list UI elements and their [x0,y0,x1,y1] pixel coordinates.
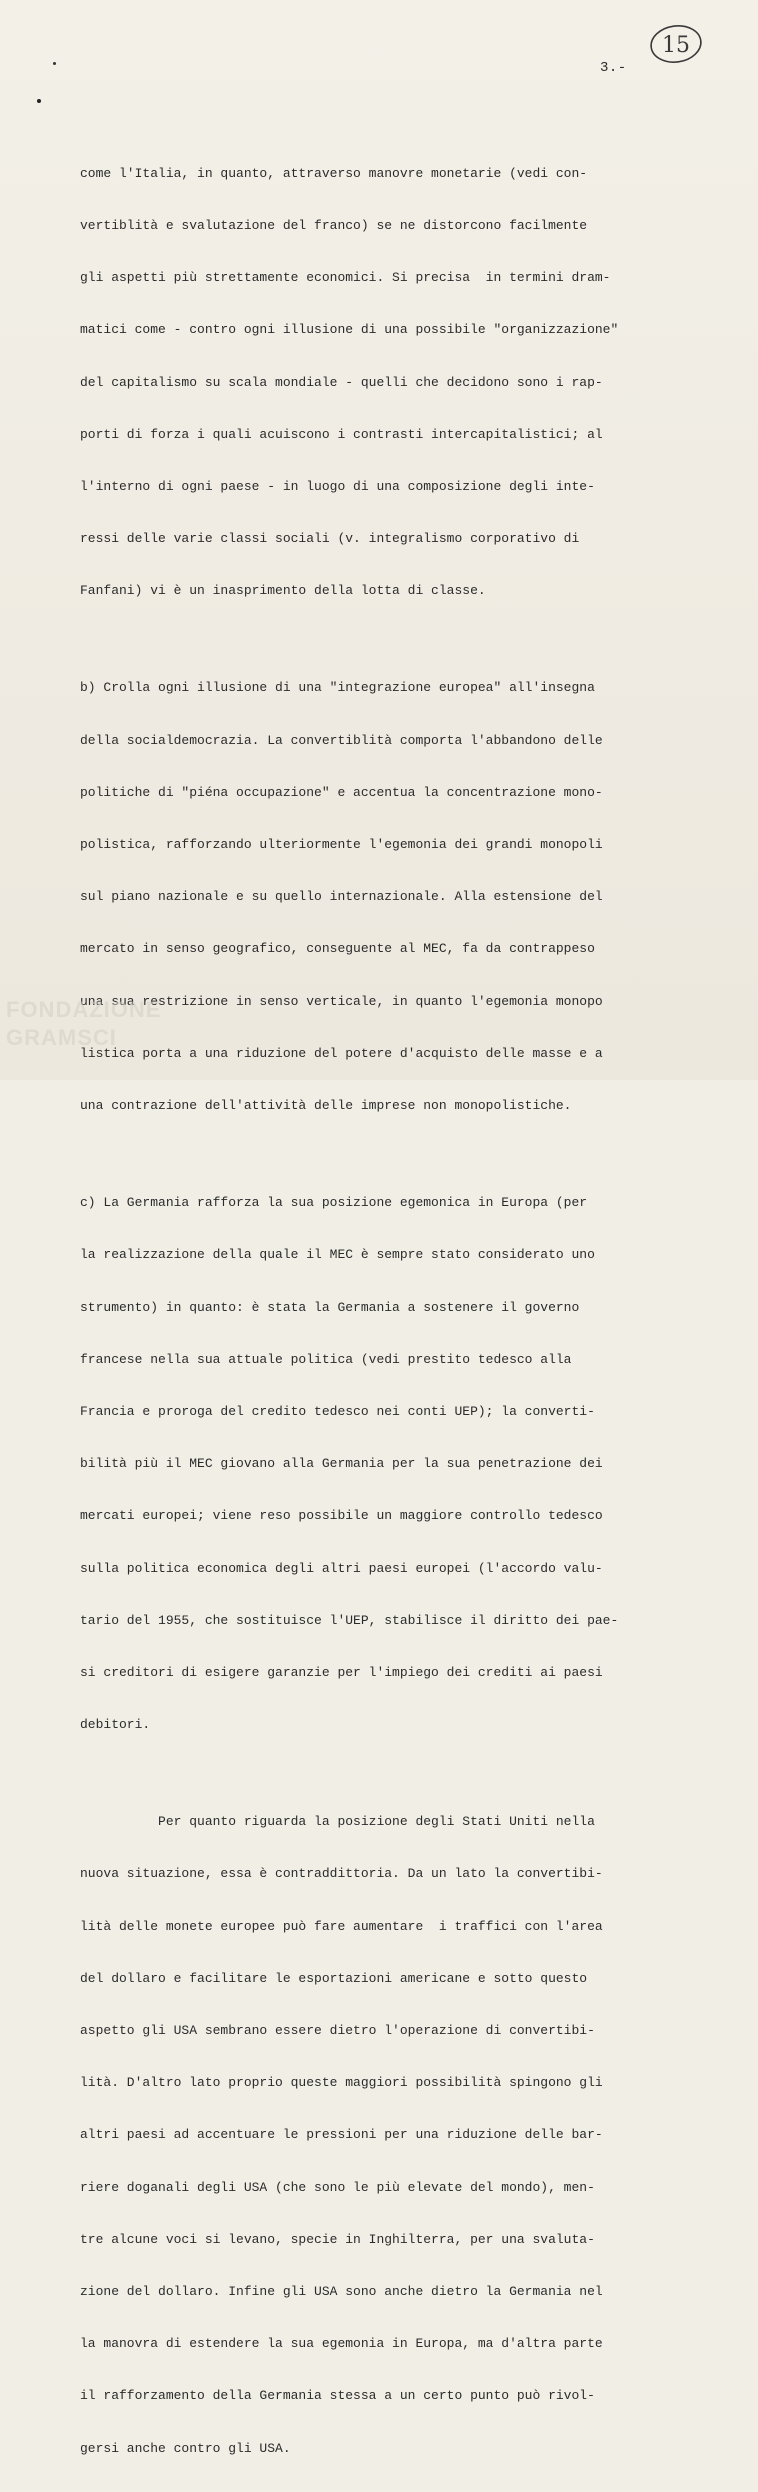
text-line: riere doganali degli USA (che sono le più elevate del mondo), men- [80,2179,595,2195]
text-line: il rafforzamento della Germania stessa a un certo punto può rivol- [80,2388,595,2404]
watermark-line: FONDAZIONE [6,997,162,1022]
watermark-line: GRAMSCI [6,1025,117,1050]
text-line: la manovra di estendere la sua egemonia in Europa, ma d'altra parte [80,2336,603,2352]
text-line: altri paesi ad accentuare le pressioni per una riduzione delle bar- [80,2127,603,2143]
typewritten-body [80,130,680,2492]
text-line: sulla politica economica degli altri paesi europei (l'accordo valu- [80,1560,603,1576]
text-line: la realizzazione della quale il MEC è sempre stato considerato uno [80,1247,595,1263]
text-line: strumento) in quanto: è stata la Germania a sostenere il governo [80,1299,580,1315]
text-line: francese nella sua attuale politica (vedi prestito tedesco alla [80,1351,572,1367]
text-line: matici come - contro ogni illusione di una possibile "organizzazione" [80,322,619,338]
text-line: una contrazione dell'attività delle imprese non monopolistiche. [80,1098,572,1114]
text-line: si creditori di esigere garanzie per l'impiego dei crediti ai paesi [80,1664,603,1680]
text-line: del capitalismo su scala mondiale - quelli che decidono sono i rap- [80,374,603,390]
svg-text:15: 15 [662,33,690,58]
text-line: come l'Italia, in quanto, attraverso manovre monetarie (vedi con- [80,165,588,181]
text-line: una sua restrizione in senso verticale, in quanto l'egemonia monopo [80,993,603,1009]
ink-speck [37,99,41,103]
paragraph [80,645,680,1150]
text-line: l'interno di ogni paese - in luogo di una composizione degli inte- [80,479,595,495]
text-line: porti di forza i quali acuiscono i contrasti intercapitalistici; al [80,426,603,442]
text-line: mercato in senso geografico, conseguente al MEC, fa da contrappeso [80,941,595,957]
ink-speck [53,62,56,65]
text-line: Francia e proroga del credito tedesco nei conti UEP); la converti- [80,1403,595,1419]
text-line: b) Crolla ogni illusione di una "integrazione europea" all'insegna [80,680,595,696]
text-line: del dollaro e facilitare le esportazioni americane e sotto questo [80,1970,588,1986]
text-line: lità. D'altro lato proprio queste maggiori possibilità spingono gli [80,2075,603,2091]
text-line: bilità più il MEC giovano alla Germania per la sua penetrazione dei [80,1456,603,1472]
circled-number-icon [648,22,704,66]
text-line: gli aspetti più strettamente economici. Si precisa in termini dram- [80,270,611,286]
text-line: politiche di "piéna occupazione" e accentua la concentrazione mono- [80,784,603,800]
paragraph [80,130,680,635]
text-line: gersi anche contro gli USA. [80,2440,291,2456]
text-line: c) La Germania rafforza la sua posizione egemonica in Europa (per [80,1195,588,1211]
text-line: Per quanto riguarda la posizione degli Stati Uniti nella [80,1814,595,1830]
text-line: ressi delle varie classi sociali (v. integralismo corporativo di [80,531,580,547]
text-line: nuova situazione, essa è contraddittoria. Da un lato la convertibi- [80,1866,603,1882]
text-line: listica porta a una riduzione del potere d'acquisto delle masse e a [80,1045,603,1061]
text-line: Fanfani) vi è un inasprimento della lotta di classe. [80,583,486,599]
text-line: mercati europei; viene reso possibile un maggiore controllo tedesco [80,1508,603,1524]
page-number: 3.- [600,60,627,76]
text-line: tre alcune voci si levano, specie in Inghilterra, per una svaluta- [80,2231,595,2247]
text-line: zione del dollaro. Infine gli USA sono anche dietro la Germania nel [80,2283,603,2299]
handwritten-folio-number [648,22,704,66]
text-line: polistica, rafforzando ulteriormente l'egemonia dei grandi monopoli [80,837,603,853]
text-line: tario del 1955, che sostituisce l'UEP, stabilisce il diritto dei pae- [80,1612,619,1628]
text-line: debitori. [80,1717,151,1733]
text-line: vertiblità e svalutazione del franco) se ne distorcono facilmente [80,218,588,234]
text-line: sul piano nazionale e su quello internazionale. Alla estensione del [80,889,603,905]
archive-watermark [6,996,161,1052]
text-line: aspetto gli USA sembrano essere dietro l'operazione di convertibi- [80,2022,595,2038]
paragraph [80,1778,680,2491]
text-line: lità delle monete europee può fare aumentare i traffici con l'area [80,1918,603,1934]
paragraph [80,1159,680,1768]
text-line: della socialdemocrazia. La convertiblità comporta l'abbandono delle [80,732,603,748]
